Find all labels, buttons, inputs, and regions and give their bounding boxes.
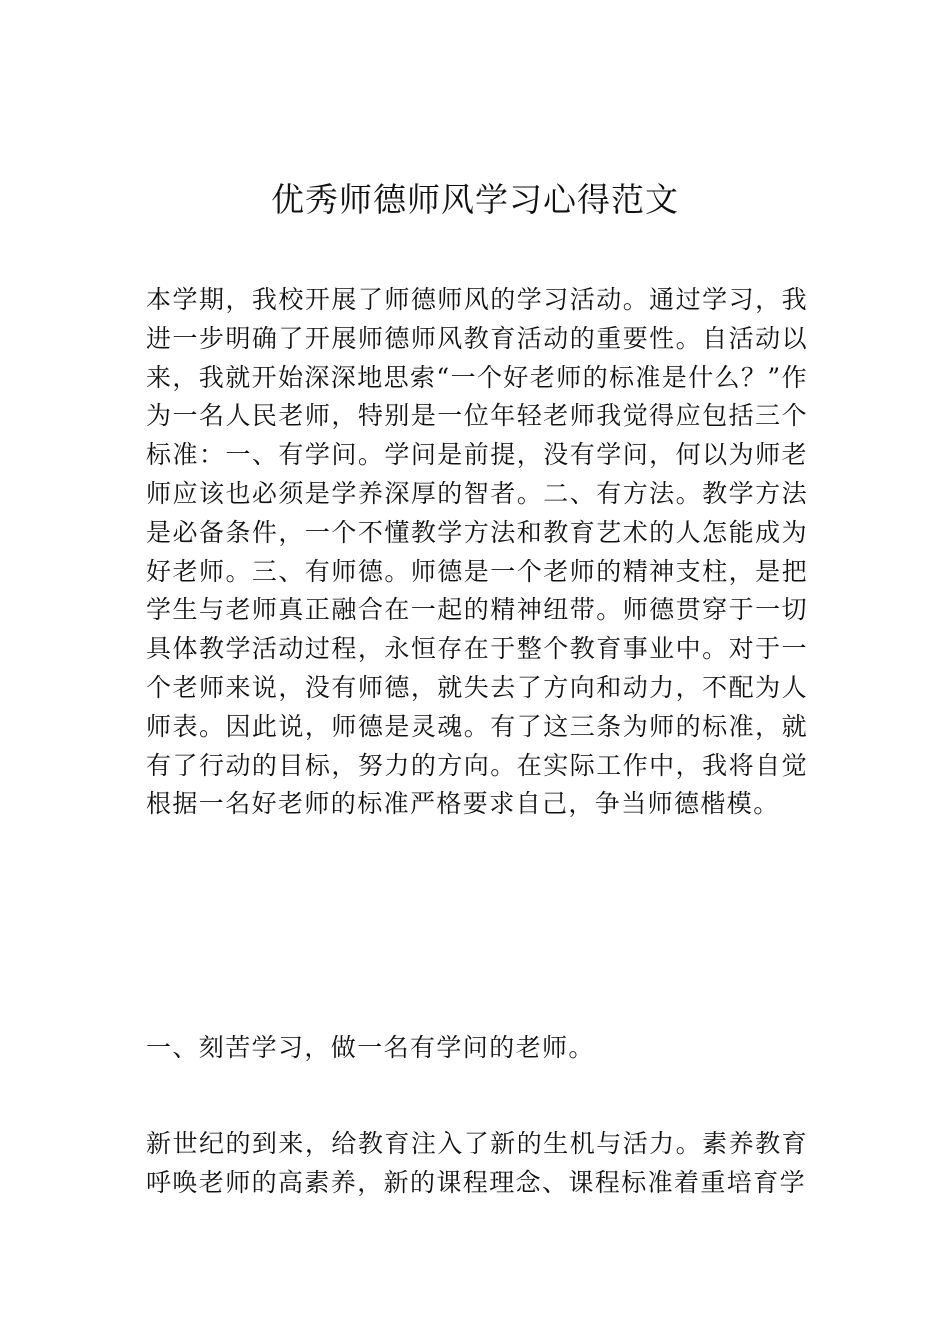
paragraph-section-1: 新世纪的到来，给教育注入了新的生机与活力。素养教育呼唤老师的高素养，新的课程理念、课程标准着重培育学 — [146, 1129, 808, 1197]
paragraph-intro: 本学期，我校开展了师德师风的学习活动。通过学习，我进一步明确了开展师德师风教育活动的重要性。自活动以来，我就开始深深地思索“一个好老师的标准是什么？”作为一名人民老师，特别是一位年轻老师我觉得应包括三个标准：一、有学问。学问是前提，没有学问，何以为师老师应该也必须是学养深厚的智者。二、有方法。教学方法是必备条件，一个不懂教学方法和教育艺术的人怎能成为好老师。三、有师德。师德是一个老师的精神支柱，是把学生与老师真正融合在一起的精神纽带。师德贯穿于一切具体教学活动过程，永恒存在于整个教育事业中。对于一个老师来说，没有师德，就失去了方向和动力，不配为人师表。因此说，师德是灵魂。有了这三条为师的标准，就有了行动的目标，努力的方向。在实际工作中，我将自觉根据一名好老师的标准严格要求自己，争当师德楷模。 — [146, 285, 808, 819]
section-heading-1: 一、刻苦学习，做一名有学问的老师。 — [146, 1033, 595, 1062]
document-title: 优秀师德师风学习心得范文 — [271, 180, 679, 219]
